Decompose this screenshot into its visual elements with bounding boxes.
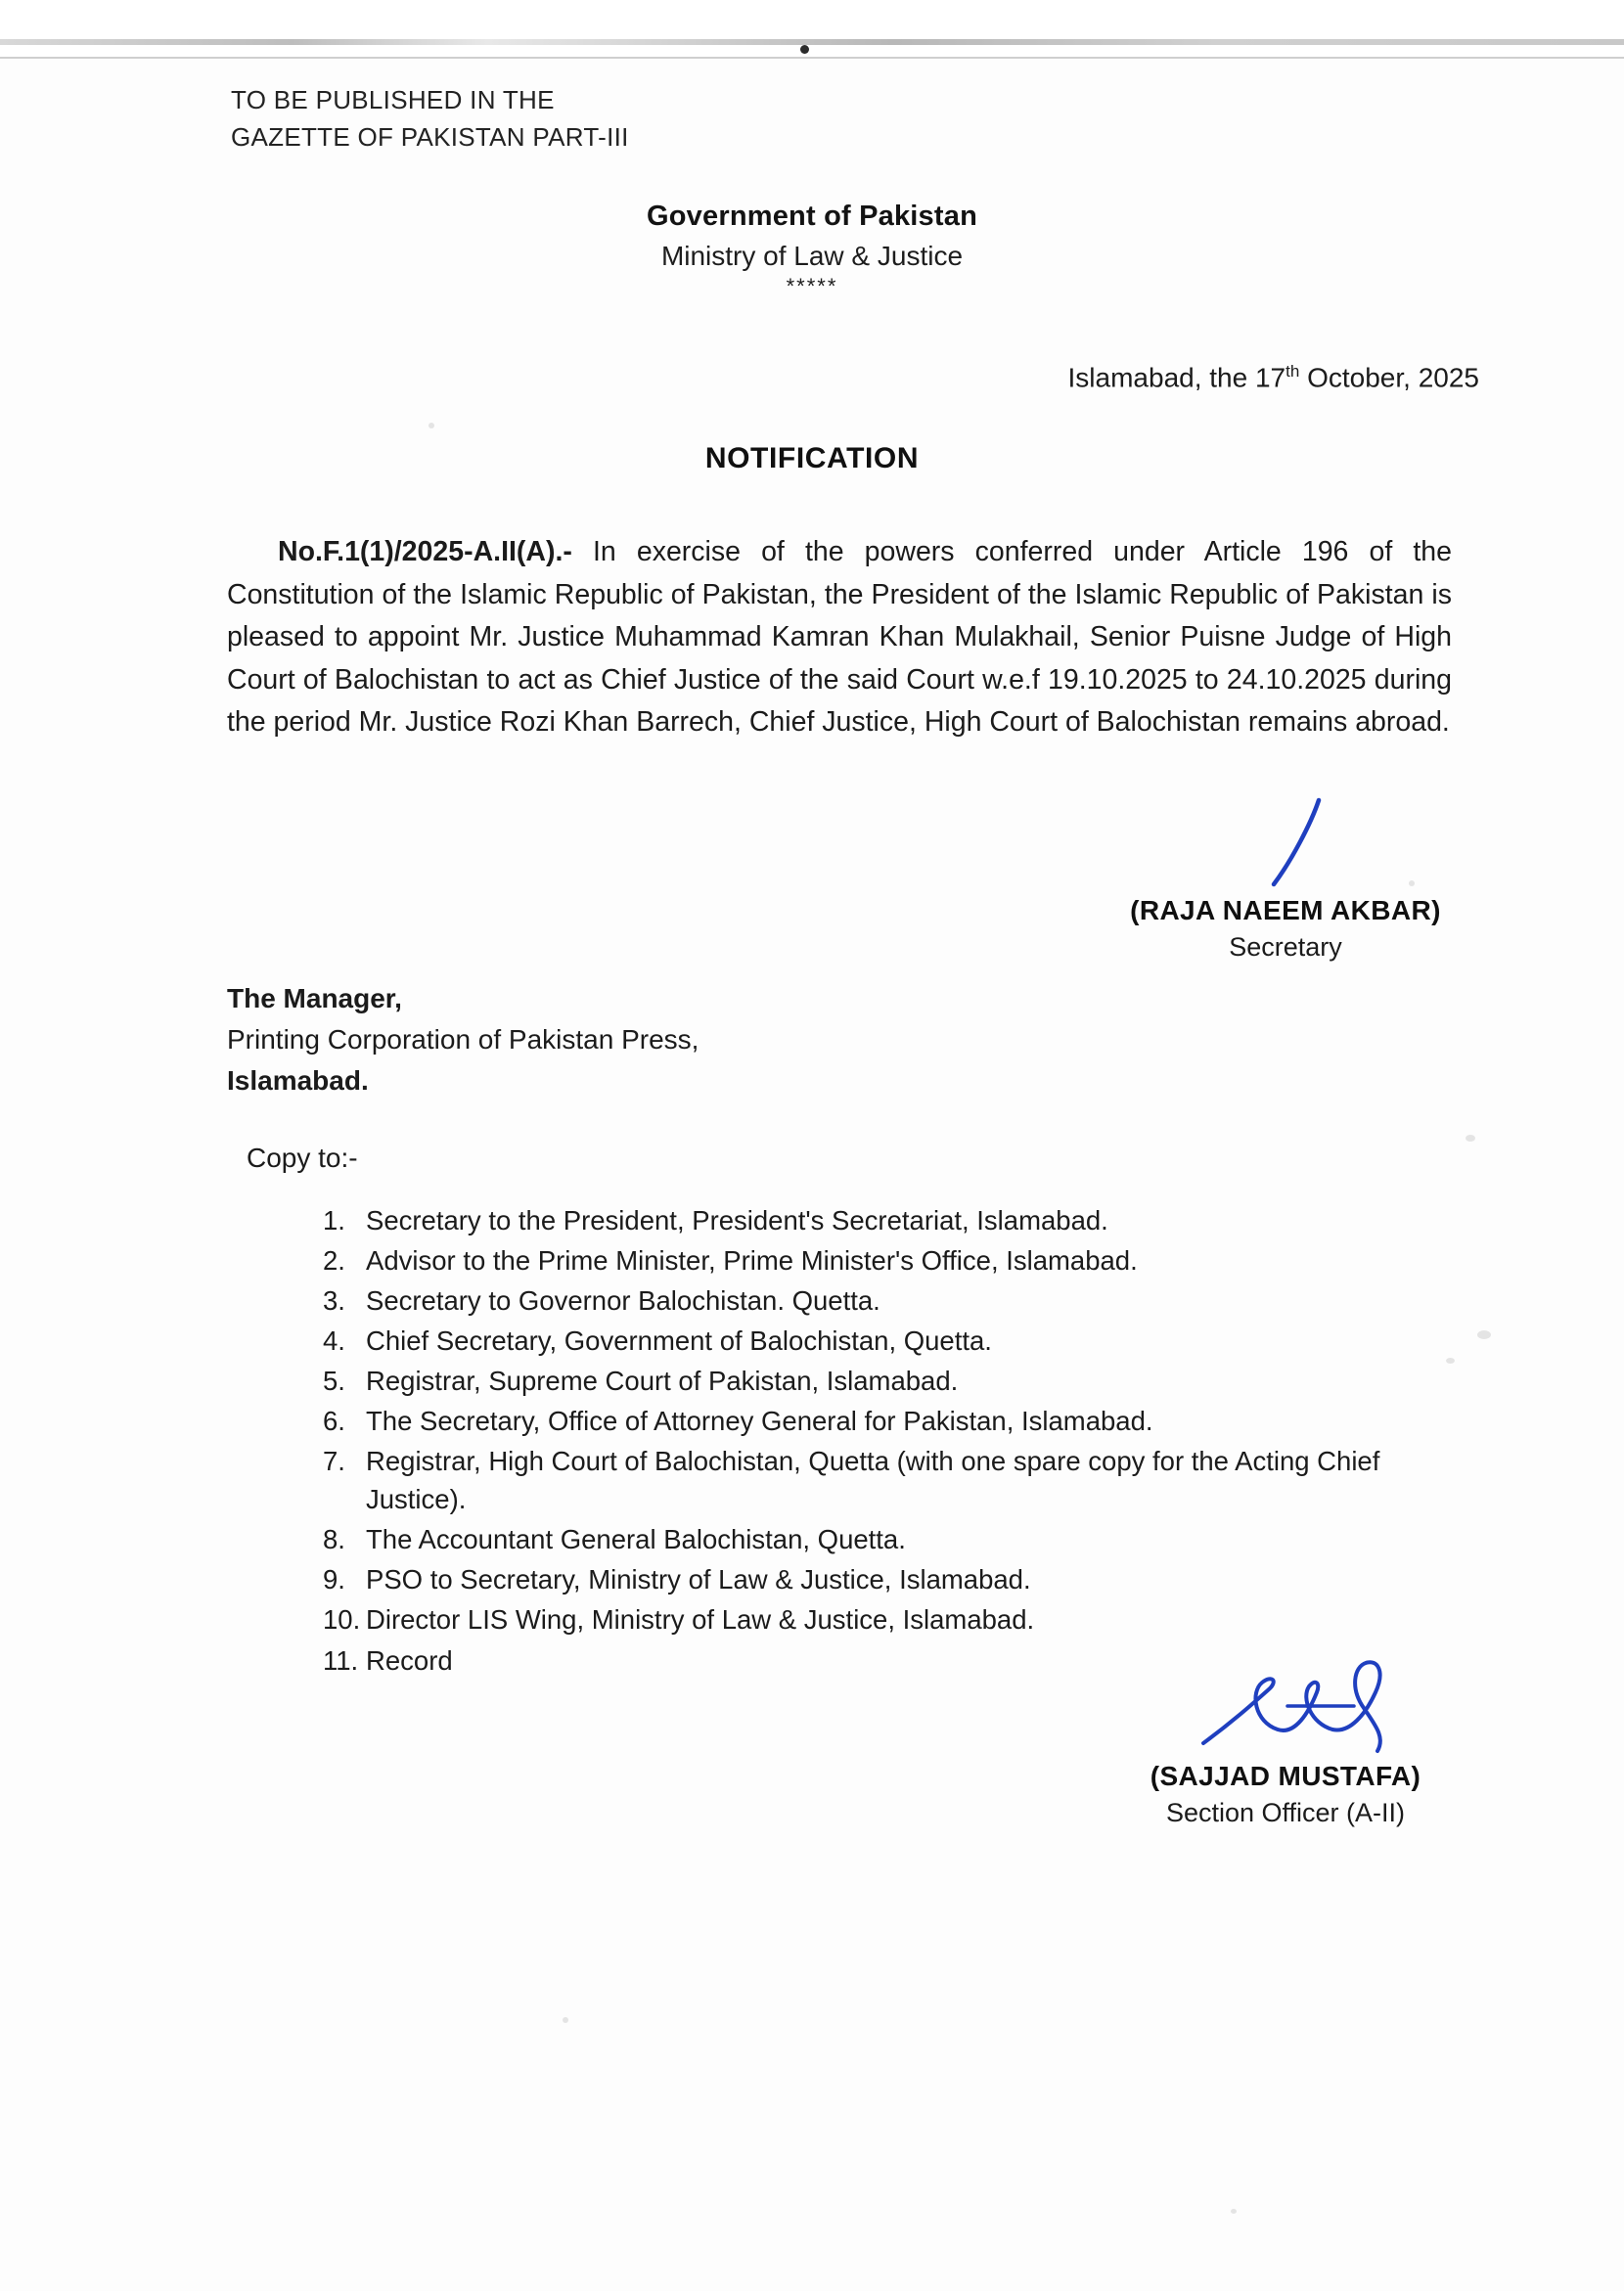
list-item-text: Director LIS Wing, Ministry of Law & Justice, Islamabad. (366, 1604, 1035, 1636)
scan-speck (1446, 1358, 1455, 1364)
list-item-text: The Accountant General Balochistan, Quetta. (366, 1524, 906, 1555)
scan-speck (429, 423, 434, 428)
list-item-text: Secretary to the President, President's Secretariat, Islamabad. (366, 1205, 1108, 1235)
list-item-text: Record (366, 1644, 453, 1676)
list-item-number: 4. (323, 1325, 345, 1357)
addressee-block (227, 978, 699, 1101)
signatory-designation-2: Section Officer (A-II) (1165, 1798, 1406, 1827)
government-title: Government of Pakistan (647, 201, 977, 232)
dateline-prefix: Islamabad, the 17 (1067, 362, 1286, 393)
list-item-number: 11. (323, 1644, 359, 1676)
list-item-text: Chief Secretary, Government of Balochistan, Quetta. (366, 1325, 992, 1357)
list-item-number: 7. (323, 1446, 345, 1477)
ministry-title: Ministry of Law & Justice (660, 241, 964, 271)
list-item-number: 5. (323, 1366, 345, 1397)
publish-note (231, 82, 629, 156)
list-item (323, 1241, 1458, 1280)
scan-speck (1466, 1135, 1475, 1142)
signature-block-secretary (1090, 895, 1481, 963)
star-divider: ***** (786, 274, 838, 298)
list-item-number: 8. (323, 1524, 345, 1555)
list-item (323, 1322, 1458, 1360)
addressee-line-3: Islamabad. (227, 1065, 369, 1096)
list-item (323, 1520, 1458, 1558)
notification-body (227, 531, 1452, 744)
list-item (323, 1201, 1458, 1239)
signatory-name-1: (RAJA NAEEM AKBAR) (1130, 895, 1441, 925)
list-item-text: Secretary to Governor Balochistan. Quetta. (366, 1285, 880, 1317)
signature-block-section-officer (1090, 1761, 1481, 1828)
list-item-number: 6. (323, 1406, 345, 1437)
dateline-ordinal: th (1286, 362, 1300, 381)
list-item (323, 1560, 1458, 1598)
page-title: NOTIFICATION (704, 442, 920, 474)
list-item (323, 1362, 1458, 1400)
list-item (323, 1281, 1458, 1320)
copy-to-label: Copy to:- (247, 1143, 358, 1173)
scan-speck (1231, 2209, 1237, 2214)
list-item-number: 9. (323, 1564, 345, 1595)
dateline-suffix: October, 2025 (1299, 362, 1479, 393)
scan-speck (1477, 1330, 1491, 1339)
list-item-number: 3. (323, 1285, 345, 1317)
list-item-text: Registrar, High Court of Balochistan, Quetta (with one spare copy for the Acting Chief Justice). (366, 1446, 1380, 1515)
signatory-designation-1: Secretary (1229, 932, 1342, 962)
list-item-number: 2. (323, 1245, 345, 1277)
handwritten-signature-mark-2 (1194, 1653, 1419, 1771)
list-item-text: The Secretary, Office of Attorney General for Pakistan, Islamabad. (366, 1406, 1153, 1437)
list-item-number: 1. (323, 1205, 345, 1235)
signatory-name-2: (SAJJAD MUSTAFA) (1150, 1761, 1421, 1791)
list-item (323, 1442, 1458, 1518)
list-item-number: 10. (323, 1604, 361, 1636)
list-item-text: PSO to Secretary, Ministry of Law & Justice, Islamabad. (366, 1564, 1031, 1595)
addressee-line-1: The Manager, (227, 983, 402, 1013)
handwritten-signature-mark-1 (1262, 792, 1331, 890)
body-text: In exercise of the powers conferred under Article 196 of the Constitution of the Islamic Republic of Pakistan, the President of the Islamic Republic of Pakistan is pleased to appoint Mr. Justice Muhammad Kamran Khan Mulakhail, Senior Puisne Judge of High Court of Balochistan to act as Chief Justice of the said Court w.e.f 19.10.2025 to 24.10.2025 during the period Mr. Justice Rozi Khan Barrech, Chief Justice, High Court of Balochistan remains abroad. (227, 536, 1452, 739)
list-item (323, 1600, 1458, 1639)
scan-speck (1409, 880, 1415, 886)
scan-artifact-dot (800, 45, 809, 54)
list-item-text: Advisor to the Prime Minister, Prime Minister's Office, Islamabad. (366, 1245, 1138, 1277)
reference-number: No.F.1(1)/2025-A.II(A).- (278, 536, 572, 567)
list-item (323, 1402, 1458, 1440)
publish-note-line-1: TO BE PUBLISHED IN THE (231, 85, 555, 114)
list-item-text: Registrar, Supreme Court of Pakistan, Islamabad. (366, 1366, 959, 1397)
copy-to-list (323, 1201, 1458, 1682)
publish-note-line-2: GAZETTE OF PAKISTAN PART-III (231, 121, 629, 152)
scan-speck (563, 2017, 568, 2023)
scan-top-edge (0, 0, 1624, 59)
addressee-line-2: Printing Corporation of Pakistan Press, (227, 1024, 699, 1055)
letterhead (0, 201, 1624, 299)
dateline (1068, 362, 1479, 393)
